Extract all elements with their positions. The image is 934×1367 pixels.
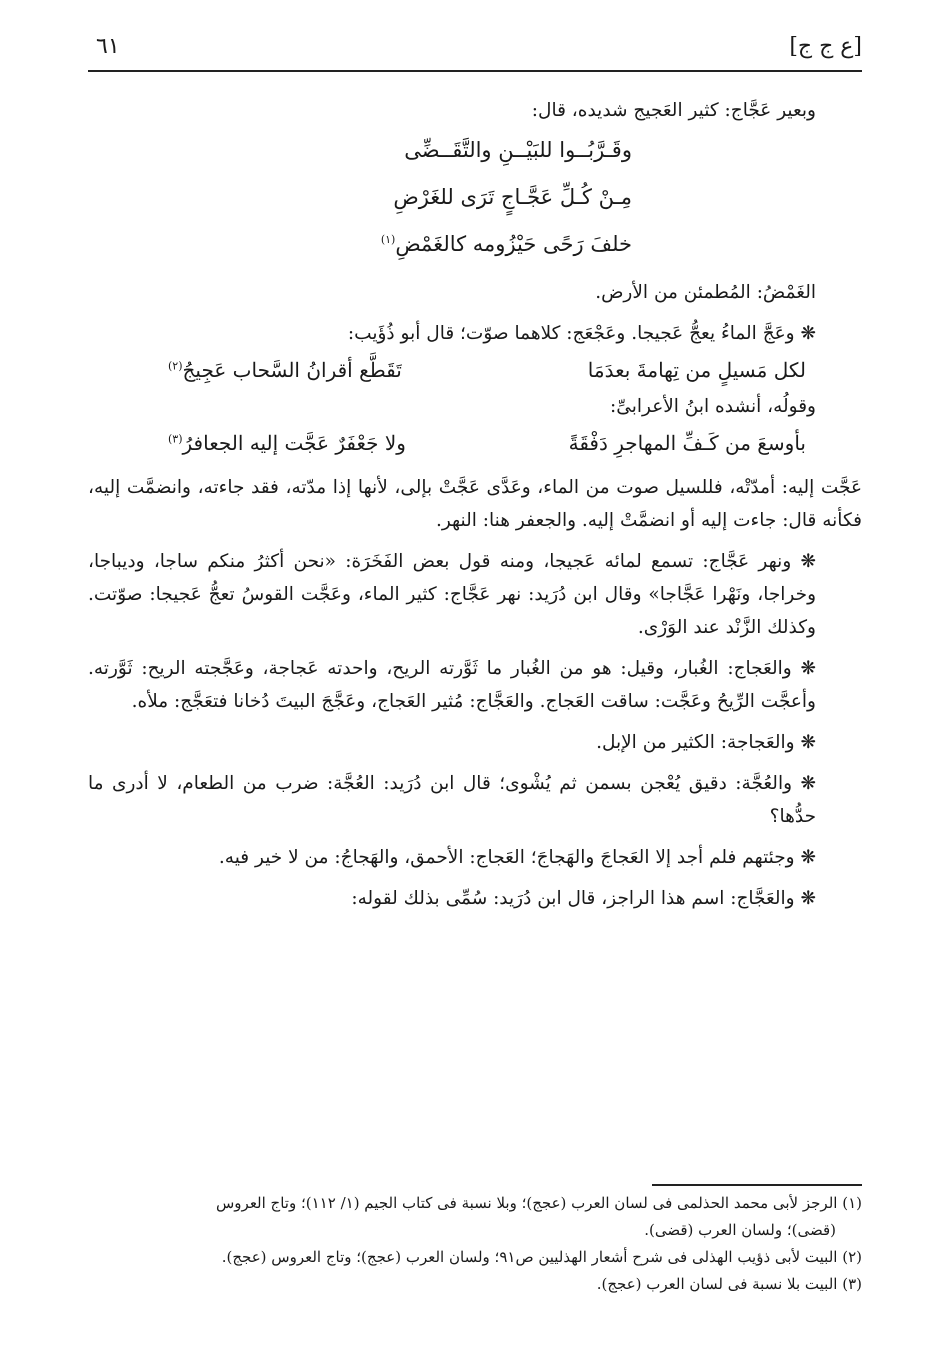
hemistich-text: تَقَطَّع أقرانُ السَّحاب عَجِيجُ [182, 358, 402, 382]
text-line: ❋ وعَجَّ الماءُ يعجُّ عَجيجا. وعَجْعَج: كلاهما صوّت؛ قال أبو ذُؤَيب: [347, 323, 816, 344]
poetry-couplet [88, 423, 862, 463]
poetry-couplet [88, 350, 862, 390]
verse-line: مِـنْ كُـلِّ عَجَّـاجٍ تَرَى للغَرْضِ [393, 185, 632, 209]
page-number: ٦١ [96, 34, 120, 59]
footnote-marker: (٣) [168, 432, 183, 446]
hemistich-first: بأوسعَ من كَـفِّ المهاجرِ دَفْقَةً [568, 431, 806, 455]
header-rule [88, 70, 862, 72]
text-line: الغَمْضُ: المُطمئن من الأرض. [595, 282, 816, 303]
entry-body [88, 94, 862, 915]
text-line: وبعير عَجَّاج: كثير العَجيج شديده، قال: [531, 100, 816, 121]
verse-line: وقَـرَّبُــوا للبَيْــنِ والتَّقَــضِّى [404, 138, 632, 162]
footnote-continuation: (قضى)؛ ولسان العرب (قضى). [644, 1221, 836, 1239]
footnote: (٢) البيت لأبى ذؤيب الهذلى فى شرح أشعار الهذليين ص٩١؛ ولسان العرب (عجج)؛ وتاج العروس (عجج). [221, 1248, 862, 1266]
paragraph: ❋ ونهر عَجَّاج: تسمع لمائه عَجيجا، ومنه قول بعض الفَخَرَة: «نحن أكثرُ منكم ساجا، وديباجا، وخراجا، ونَهْرا عَجَّاجا» وقال ابن دُرَيد: نهر عَجَّاج: كثير الماء، وعَجَّت القوسُ تعجُّ عَجيجا: صوّتت. وكذلك الزَّنْد عند الوَرْى. [88, 551, 816, 638]
hemistich-second [168, 425, 406, 461]
footnote: (٣) البيت بلا نسبة فى لسان العرب (عجج). [596, 1275, 862, 1293]
paragraph: عَجَّت إليه: أمدّتْه، فللسيل صوت من الماء، وعَدَّى عَجَّتْ بإلى، لأنها إذا مدّته، فقد جاءته، وانضمَّت إليه، فكأنه قال: جاءت إليه أو انضمَّتْ إليه. والجعفر هنا: النهر. [88, 477, 862, 531]
text-line: وقولُه، أنشده ابنُ الأعرابىِّ: [610, 396, 816, 417]
verse-line [88, 221, 632, 268]
hemistich-second [168, 352, 402, 388]
paragraph: ❋ والعَجَّاج: اسم هذا الراجز، قال ابن دُرَيد: سُمِّى بذلك لقوله: [351, 888, 816, 909]
paragraph: ❋ والعَجاجة: الكثير من الإبل. [596, 732, 816, 753]
paragraph: ❋ والعَجاج: الغُبار، وقيل: هو من الغُبار ما ثَوَّرته الريح، واحدته عَجاجة، وعَجَّجته الريح: ثَوَّرته. وأعجَّت الرِّيحُ وعَجَّت: ساقت العَجاج. والعَجَّاج: مُثير العَجاج، وعَجَّجَ البيتَ دُخانا فتعَجَّج: ملأه. [88, 658, 816, 712]
footnote: (١) الرجز لأبى محمد الحذلمى فى لسان العرب (عجج)؛ وبلا نسبة فى كتاب الجيم (١/ ١١٢)؛ وتاج العروس [215, 1194, 862, 1212]
footnote-rule [652, 1184, 862, 1186]
paragraph: ❋ والعُجَّة: دقيق يُعْجن بسمن ثم يُشْوى؛ قال ابن دُرَيد: العُجَّة: ضرب من الطعام، لا أدرى ما حدُّها؟ [88, 773, 816, 827]
footnote-marker: (٢) [168, 359, 183, 373]
hemistich-text: ولا جَعْفَرٌ عَجَّت إليه الجعافرُ [182, 431, 406, 455]
rajaz-verse [88, 127, 862, 268]
footnote-marker: (١) [380, 233, 396, 246]
hemistich-first: لكل مَسيلٍ من تِهامةَ بعدَمَا [587, 358, 806, 382]
root-heading: [ع ج ج] [789, 34, 862, 59]
verse-text: خلفَ رَحًى حَيْزُومه كالغَمْضِ [395, 232, 632, 256]
page-header [88, 34, 862, 74]
paragraph: ❋ وجئتهم فلم أجد إلا العَجاجَ والهَجاجَ؛ العَجاج: الأحمق، والهَجاجُ: من لا خير فيه. [218, 847, 816, 868]
footnotes [88, 1190, 862, 1298]
